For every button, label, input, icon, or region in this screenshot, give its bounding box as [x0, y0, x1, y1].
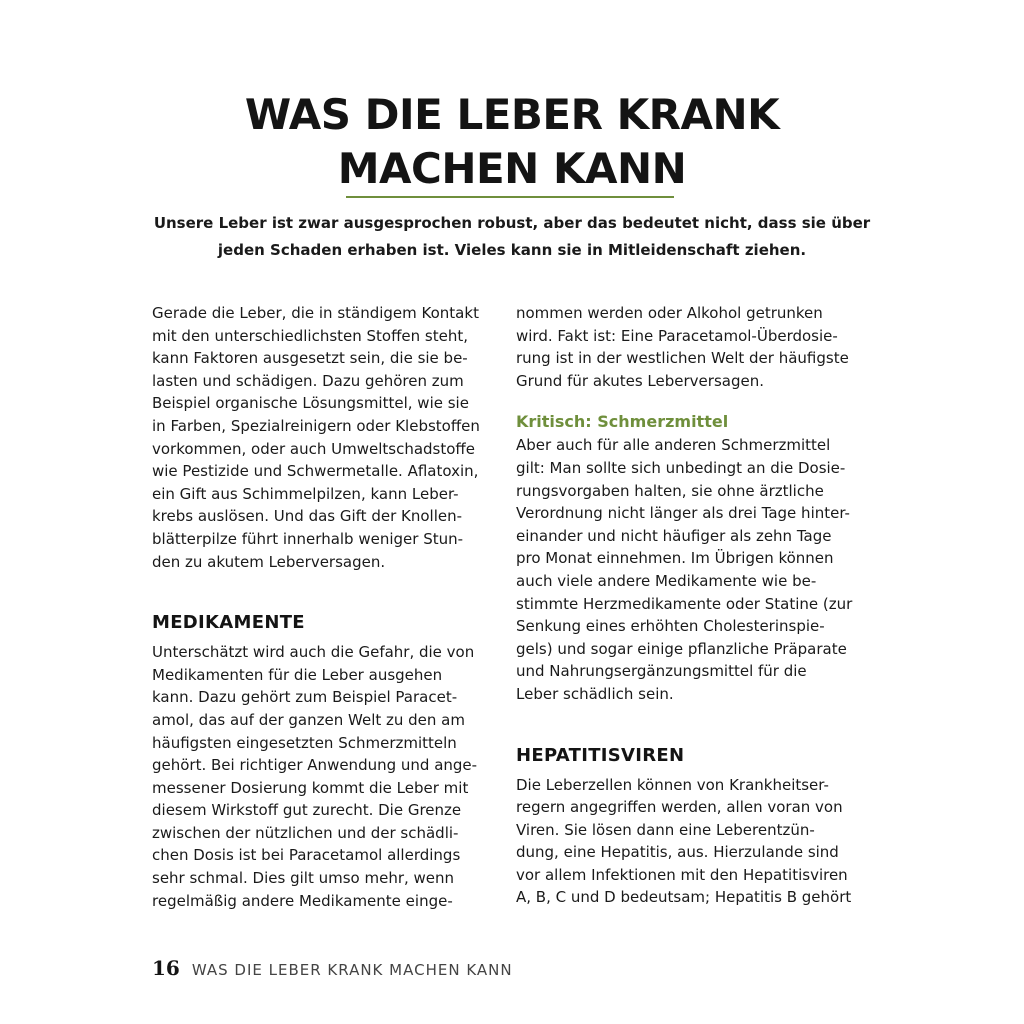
text-line: Leber schädlich sein. [516, 684, 674, 703]
text-line: wird. Fakt ist: Eine Paracetamol-Überdosie- [516, 326, 838, 345]
text-line: Beispiel organische Lösungsmittel, wie sie [152, 394, 469, 413]
text-line: pro Monat einnehmen. Im Übrigen können [516, 549, 834, 568]
schmerzmittel-paragraph [516, 434, 861, 705]
lead-line: jeden Schaden erhaben ist. Vieles kann sie in Mitleidenschaft ziehen. [217, 241, 807, 259]
text-line: stimmte Herzmedikamente oder Statine (zur [516, 594, 853, 613]
text-line: Senkung eines erhöhten Cholesterinspie- [516, 617, 825, 636]
text-line: gels) und sogar einige pflanzliche Präparate [516, 639, 847, 658]
text-line: Gerade die Leber, die in ständigem Kontakt [152, 304, 479, 322]
text-line: kann Faktoren ausgesetzt sein, die sie be- [152, 349, 468, 368]
text-line: vor allem Infektionen mit den Hepatitisviren [516, 865, 848, 884]
text-line: wie Pestizide und Schwermetalle. Aflatoxin, [152, 462, 479, 481]
text-line: rung ist in der westlichen Welt der häufigste [516, 349, 849, 368]
text-line: rungsvorgaben halten, sie ohne ärztliche [516, 481, 824, 500]
left-column [152, 302, 502, 912]
text-line: Aber auch für alle anderen Schmerzmittel [516, 436, 831, 455]
right-column [516, 302, 861, 909]
text-line: und Nahrungsergänzungsmittel für die [516, 662, 807, 681]
intro-paragraph [152, 302, 502, 573]
text-line: krebs auslösen. Und das Gift der Knollen- [152, 507, 463, 526]
text-line: diesem Wirkstoff gut zurecht. Die Grenze [152, 801, 462, 820]
title-line: MACHEN KANN [337, 144, 687, 193]
text-line: einander und nicht häufiger als zehn Tage [516, 526, 832, 545]
title-divider [346, 196, 674, 198]
text-line: ein Gift aus Schimmelpilzen, kann Leber- [152, 484, 459, 503]
text-line: den zu akutem Leberversagen. [152, 552, 386, 571]
lead-paragraph [140, 210, 884, 264]
text-line: regelmäßig andere Medikamente einge- [152, 891, 453, 910]
text-line: zwischen der nützlichen und der schädli- [152, 823, 459, 842]
lead-line: Unsere Leber ist zwar ausgesprochen robust, aber das bedeutet nicht, dass sie über [153, 214, 871, 232]
text-line: auch viele andere Medikamente wie be- [516, 571, 817, 590]
title-line: WAS DIE LEBER KRANK [244, 90, 780, 139]
subheading-schmerzmittel: Kritisch: Schmerzmittel [516, 412, 729, 432]
running-head: WAS DIE LEBER KRANK MACHEN KANN [191, 961, 513, 979]
text-line: messener Dosierung kommt die Leber mit [152, 778, 469, 797]
text-line: amol, das auf der ganzen Welt zu den am [152, 710, 465, 729]
continuation-paragraph [516, 302, 861, 392]
section-heading-medikamente: MEDIKAMENTE [152, 612, 305, 634]
text-line: sehr schmal. Dies gilt umso mehr, wenn [152, 869, 455, 888]
text-line: in Farben, Spezialreinigern oder Klebstoffen [152, 416, 480, 435]
text-line: kann. Dazu gehört zum Beispiel Paracet- [152, 688, 458, 707]
text-line: Verordnung nicht länger als drei Tage hinter- [516, 504, 850, 523]
text-line: blätterpilze führt innerhalb weniger Stun- [152, 529, 464, 548]
text-line: chen Dosis ist bei Paracetamol allerdings [152, 846, 461, 865]
text-line: häufigsten eingesetzten Schmerzmitteln [152, 733, 457, 752]
page-footer [152, 956, 513, 984]
text-line: gilt: Man sollte sich unbedingt an die Dosie- [516, 458, 846, 477]
page-title [0, 88, 1024, 196]
text-line: A, B, C und D bedeutsam; Hepatitis B gehört [516, 888, 852, 907]
medikamente-paragraph [152, 641, 502, 912]
text-line: Viren. Sie lösen dann eine Leberentzün- [516, 820, 815, 839]
text-line: gehört. Bei richtiger Anwendung und ange- [152, 756, 478, 775]
text-line: Grund für akutes Leberversagen. [516, 371, 764, 390]
text-line: Unterschätzt wird auch die Gefahr, die von [152, 643, 475, 662]
text-line: lasten und schädigen. Dazu gehören zum [152, 371, 464, 390]
text-line: Medikamenten für die Leber ausgehen [152, 665, 443, 684]
text-line: regern angegriffen werden, allen voran von [516, 798, 843, 817]
hepatitisviren-paragraph [516, 774, 861, 910]
section-heading-hepatitisviren: HEPATITISVIREN [516, 744, 685, 766]
page-number: 16 [152, 956, 180, 980]
text-line: dung, eine Hepatitis, aus. Hierzulande sind [516, 843, 839, 862]
text-line: mit den unterschiedlichsten Stoffen steht, [152, 326, 469, 345]
text-line: nommen werden oder Alkohol getrunken [516, 304, 823, 322]
text-line: Die Leberzellen können von Krankheitser- [516, 775, 829, 794]
text-line: vorkommen, oder auch Umweltschadstoffe [152, 439, 475, 458]
